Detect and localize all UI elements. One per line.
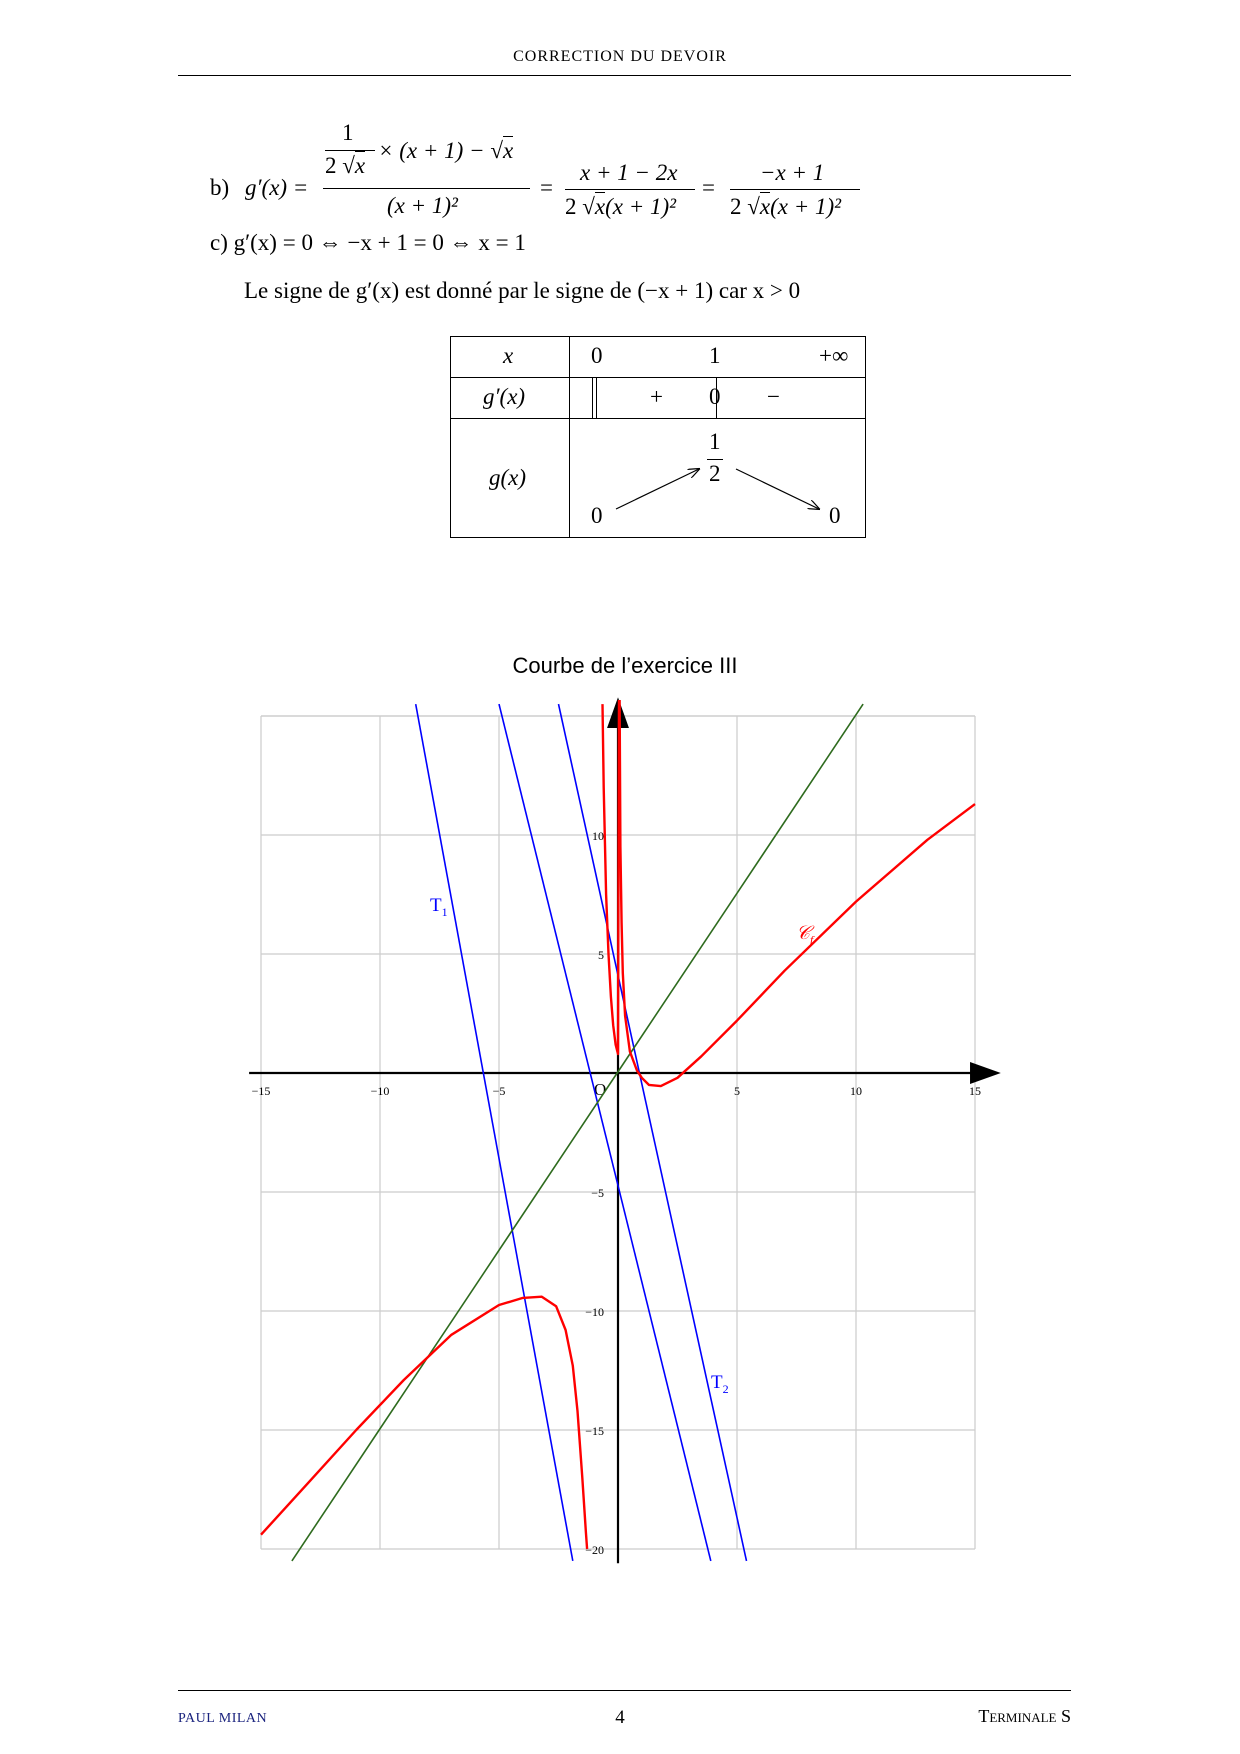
y-tick-label: −15 bbox=[585, 1424, 604, 1438]
page-number: 4 bbox=[615, 1707, 625, 1728]
x-tick-label: 15 bbox=[969, 1084, 981, 1098]
frac2-den-tail: (x + 1)² bbox=[605, 194, 677, 219]
inner-den-x: x bbox=[354, 153, 366, 178]
gprime-text: g′(x) = bbox=[245, 175, 309, 200]
y-tick-label: −10 bbox=[585, 1305, 604, 1319]
item-c-line: c) g′(x) = 0 ⇔ −x + 1 = 0 ⇔ x = 1 bbox=[210, 230, 526, 255]
label-t2: $T_2$ bbox=[711, 1372, 729, 1396]
y-tick-label: 10 bbox=[592, 829, 604, 843]
frac3-num: −x + 1 bbox=[760, 160, 825, 185]
inner-frac-den: 2 √x bbox=[325, 153, 366, 178]
curve-cf-right-branch bbox=[619, 621, 975, 1086]
g-max-num: 1 bbox=[709, 429, 721, 454]
origin-label: O bbox=[594, 1080, 607, 1099]
curve-cf-left-branch bbox=[261, 1297, 587, 1549]
footer-author: PAUL MILAN bbox=[178, 1711, 268, 1726]
x-value-1: 1 bbox=[709, 343, 721, 368]
frac3-den-x: x bbox=[759, 194, 771, 219]
inner-den-two: 2 bbox=[325, 153, 337, 178]
chart-title: Courbe de l’exercice III bbox=[512, 653, 738, 678]
frac3-den-tail: (x + 1)² bbox=[770, 194, 842, 219]
g-start-value: 0 bbox=[591, 503, 603, 528]
label-cf: 𝒞$_f$ bbox=[796, 923, 814, 947]
frac3-den-two: 2 bbox=[730, 194, 742, 219]
y-tick-label: 5 bbox=[598, 948, 604, 962]
inner-frac-num: 1 bbox=[342, 120, 354, 145]
numerator-rest: × (x + 1) − √x bbox=[378, 138, 514, 163]
label-t1: $T_1$ bbox=[430, 895, 448, 919]
x-tick-label: −5 bbox=[492, 1084, 506, 1098]
g-end-value: 0 bbox=[829, 503, 841, 528]
sign-plus: + bbox=[650, 384, 663, 409]
eq-sign-2: = bbox=[702, 175, 715, 200]
eq-sign-1: = bbox=[540, 175, 553, 200]
y-tick-label: −5 bbox=[591, 1186, 604, 1200]
row-label-x: x bbox=[503, 343, 514, 368]
x-tick-label: 5 bbox=[734, 1084, 740, 1098]
footer-rule bbox=[178, 1690, 1071, 1691]
x-value-0: 0 bbox=[591, 343, 603, 368]
sign-minus: − bbox=[767, 384, 780, 409]
frac2-num: x + 1 − 2x bbox=[580, 160, 678, 185]
y-tick-label: −20 bbox=[585, 1543, 604, 1557]
x-tick-label: −10 bbox=[370, 1084, 390, 1098]
oblique-asymptote-line bbox=[292, 704, 863, 1561]
times-x1-minus: × (x + 1) − bbox=[378, 138, 485, 163]
g-max-den: 2 bbox=[709, 461, 721, 486]
sign-sentence: Le signe de g′(x) est donné par le signe de (−x + 1) car x > 0 bbox=[244, 278, 801, 303]
page-header-title: CORRECTION DU DEVOIR bbox=[513, 48, 727, 65]
x-tick-label: −15 bbox=[251, 1084, 271, 1098]
frac3-den: 2 √x(x + 1)² bbox=[730, 194, 842, 219]
frac2-den-x: x bbox=[594, 194, 606, 219]
curve-cf-upper-branch bbox=[603, 621, 620, 1054]
footer-class: Terminale S bbox=[978, 1706, 1071, 1726]
x-tick-label: 10 bbox=[850, 1084, 862, 1098]
frac2-den: 2 √x(x + 1)² bbox=[565, 194, 677, 219]
x-value-inf: +∞ bbox=[819, 343, 849, 368]
main-frac-den: (x + 1)² bbox=[387, 193, 458, 218]
num-sqrt-x: x bbox=[502, 138, 514, 163]
tangent-line-1 bbox=[416, 704, 573, 1561]
row-label-gprime: g′(x) bbox=[483, 384, 526, 409]
sign-zero: 0 bbox=[709, 384, 721, 409]
row-label-g: g(x) bbox=[489, 465, 527, 490]
frac2-den-two: 2 bbox=[565, 194, 577, 219]
item-b-label: b) bbox=[210, 175, 230, 200]
